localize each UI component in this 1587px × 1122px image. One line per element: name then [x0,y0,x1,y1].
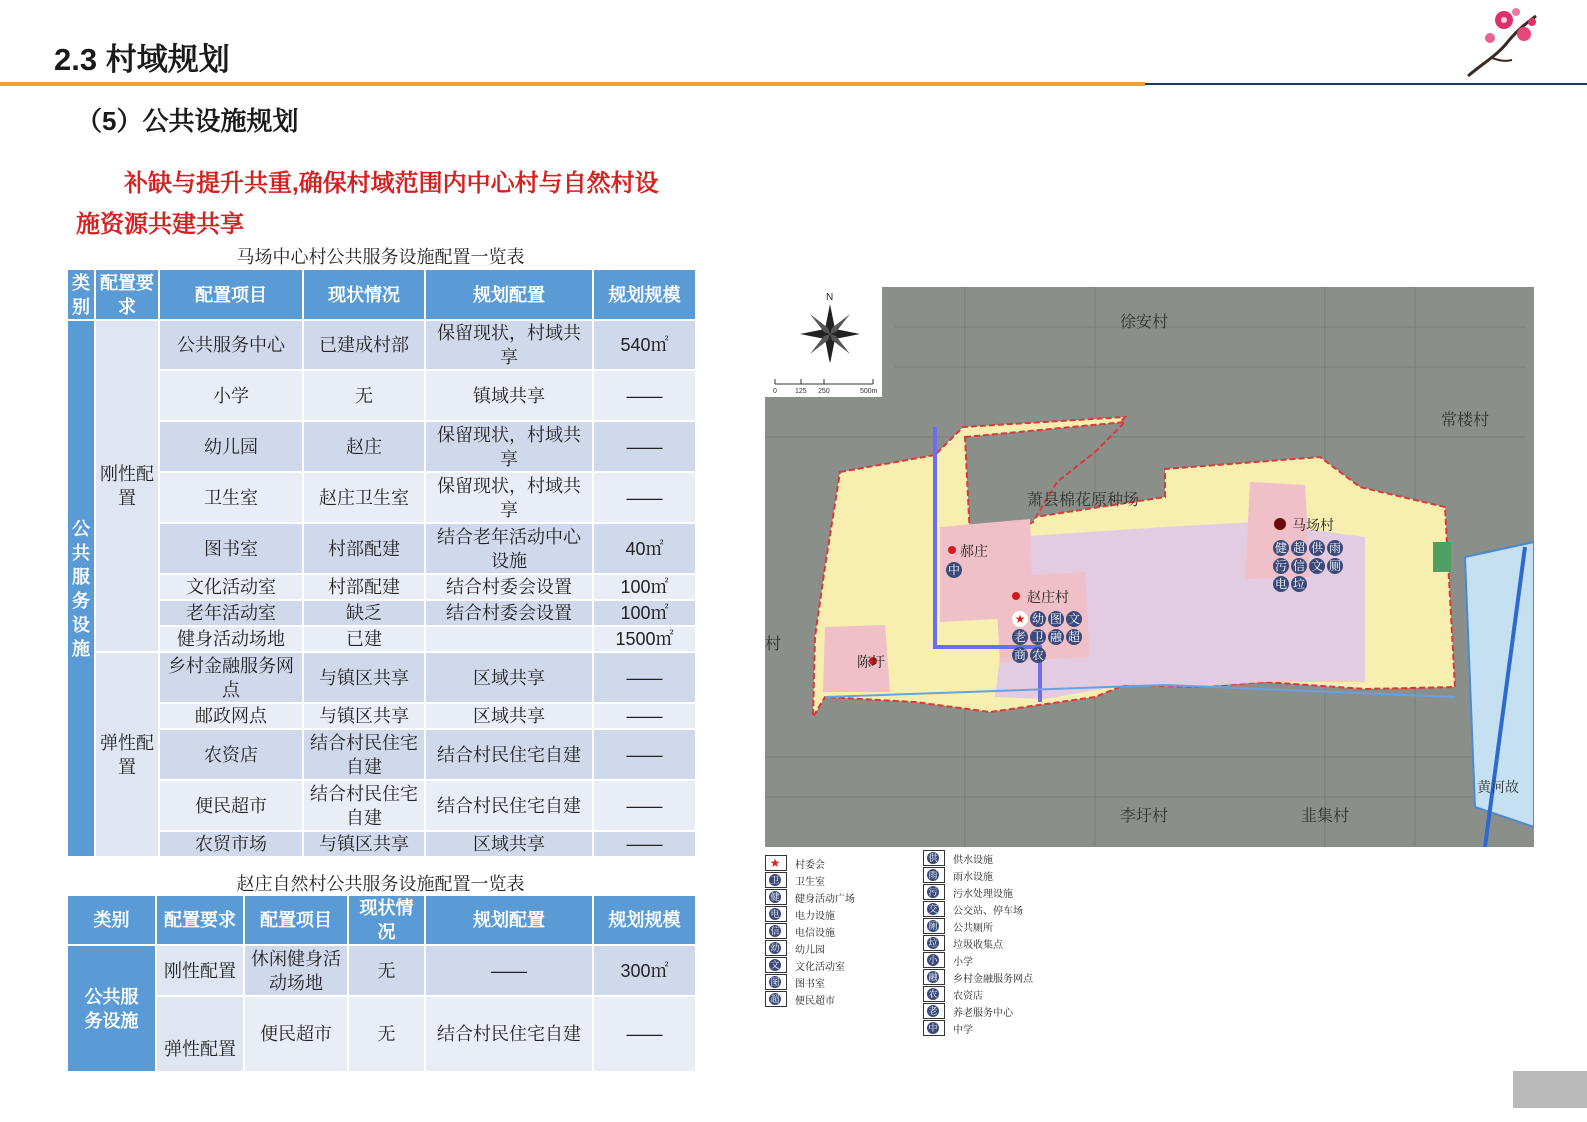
facility-icon: 老 [1013,630,1027,644]
compass-icon [795,290,865,362]
farm-supply-icon: 农 [923,986,945,1002]
table-cell: —— [425,945,593,996]
table2-caption: 赵庄自然村公共服务设施配置一览表 [236,874,525,894]
facility-icon: 供 [1310,541,1324,555]
scale-tick: 125 [795,388,807,395]
facility-icon: 雨 [1328,541,1342,555]
section-title: （5）公共设施规划 [76,106,299,136]
legend-label: 电力设施 [795,911,835,922]
clinic-icon: 卫 [765,872,787,888]
table-cell: 100㎡ [593,574,696,600]
map-label-cun: 村 [765,636,782,653]
table-cell: —— [593,831,696,857]
facility-icon: 文 [1067,612,1081,626]
table-row [67,703,696,729]
table-cell: 保留现状，村域共享 [425,472,593,523]
header-divider-dark [1145,83,1587,85]
facility-icon: 农 [1031,648,1045,662]
table-cell: 休闲健身活动场地 [244,945,348,996]
legend-label: 村委会 [795,860,825,871]
table-cell: 图书室 [159,523,303,574]
table-cell: —— [593,652,696,703]
library-icon: 图 [765,974,787,990]
table-cell: 保留现状，村域共享 [425,421,593,472]
table-cell [425,626,593,652]
facility-icon: 污 [1274,559,1288,573]
toilet-icon: 厕 [923,918,945,934]
table2-header: 规划配置 [425,895,593,945]
table-cell: 保留现状，村域共享 [425,320,593,370]
middle-school-icon: 中 [923,1020,945,1036]
table-cell: 邮政网点 [159,703,303,729]
table-cell: 无 [348,996,425,1072]
village-label-haozhuang: 郝庄 [960,543,988,559]
table1-header: 类别 [67,269,95,320]
village-marker-haozhuang [948,546,956,554]
table-cell: 40㎡ [593,523,696,574]
table-row [67,780,696,831]
table-row [67,523,696,574]
facility-icon: 电 [1274,577,1288,591]
village-label-machang: 马场村 [1292,517,1334,533]
table-cell: 赵庄卫生室 [303,472,425,523]
table-cell: 乡村金融服务网点 [159,652,303,703]
primary-school-icon: 小 [923,952,945,968]
map-label-farm: 萧县棉花原种场 [1027,492,1140,509]
facility-icon: 文 [1310,559,1324,573]
village-marker-zhaozhuang [1012,592,1020,600]
legend-label: 养老服务中心 [953,1008,1013,1019]
table-cell: 缺乏 [303,600,425,626]
map-label-jiuji: 韭集村 [1301,808,1350,825]
table1-group-rigid: 刚性配置 [95,320,159,652]
table-cell: 无 [348,945,425,996]
table-cell: —— [593,421,696,472]
culture-icon: 文 [765,957,787,973]
table-cell: 结合村民住宅自建 [425,780,593,831]
table-cell: 与镇区共享 [303,831,425,857]
table-cell: 结合村民住宅自建 [425,729,593,780]
legend-label: 健身活动广场 [795,894,855,905]
table-cell: 刚性配置 [156,945,244,996]
table-cell: 镇域共享 [425,370,593,421]
table-cell: 村部配建 [303,574,425,600]
table-cell: 弹性配置 [156,996,244,1072]
table-row [67,370,696,421]
table-cell: —— [593,780,696,831]
table1-header: 配置项目 [159,269,303,320]
power-icon: 电 [765,906,787,922]
plum-blossom-icon [1462,4,1542,80]
facility-icon: 图 [1049,612,1063,626]
facility-icon: 融 [1049,630,1063,644]
facility-icon: 超 [1292,541,1306,555]
table-cell: 便民超市 [244,996,348,1072]
table-cell: 卫生室 [159,472,303,523]
table-row [67,729,696,780]
table1-header: 配置要求 [95,269,159,320]
legend-label: 雨水设施 [953,872,993,883]
legend-label: 幼儿园 [795,945,825,956]
map-label-river: 黄河故 [1477,779,1519,795]
facility-icon: 健 [1274,541,1288,555]
table-cell: —— [593,472,696,523]
table-row [67,945,696,996]
table-cell: 1500㎡ [593,626,696,652]
page-number-box [1513,1071,1587,1108]
table1-header: 规划配置 [425,269,593,320]
table-cell: 村部配建 [303,523,425,574]
table2-header: 配置要求 [156,895,244,945]
legend-label: 文化活动室 [795,962,845,973]
page-title: 2.3 村域规划 [54,42,230,77]
village-marker-machang [1274,518,1286,530]
village-label-zhaozhuang: 赵庄村 [1027,589,1069,605]
table2-header: 类别 [67,895,156,945]
legend-label: 农资店 [953,991,983,1002]
table1-header: 规划规模 [593,269,696,320]
table-cell: 农资店 [159,729,303,780]
garbage-icon: 垃 [923,935,945,951]
sewage-icon: 污 [923,884,945,900]
legend-label: 中学 [953,1025,973,1036]
table-cell: 结合村民住宅自建 [303,780,425,831]
facility-icon: 商 [1013,648,1027,662]
legend-label: 污水处理设施 [953,889,1013,900]
table-cell: 幼儿园 [159,421,303,472]
bus-stop-icon: 交 [923,901,945,917]
table2-header: 现状情况 [348,895,425,945]
legend-label: 供水设施 [953,855,993,866]
table-cell: 便民超市 [159,780,303,831]
table2-header: 规划规模 [593,895,696,945]
finance-icon: 融 [923,969,945,985]
table-cell: 300㎡ [593,945,696,996]
table2 [66,894,697,1073]
legend-label: 公共厕所 [953,923,993,934]
table1 [66,268,697,858]
table-row [67,320,696,370]
svg-text:N: N [826,292,834,303]
legend-label: 垃圾收集点 [953,940,1003,951]
legend-label: 公交站、停车场 [953,906,1023,917]
facility-icon: 幼 [1031,612,1045,626]
village-committee-icon: ★ [765,855,787,871]
table-cell: 赵庄 [303,421,425,472]
table-cell: 与镇区共享 [303,652,425,703]
facility-icon: 卫 [1031,630,1045,644]
table-cell: 结合村委会设置 [425,600,593,626]
table-cell: 区域共享 [425,703,593,729]
map-label-xuan: 徐安村 [1120,314,1169,331]
table-cell: 老年活动室 [159,600,303,626]
legend-label: 电信设施 [795,928,835,939]
table-cell: 与镇区共享 [303,703,425,729]
table-cell: 100㎡ [593,600,696,626]
table1-group-flexible: 弹性配置 [95,652,159,857]
facility-icon: 厕 [1328,559,1342,573]
table-cell: 区域共享 [425,652,593,703]
table-cell: 健身活动场地 [159,626,303,652]
table-row [67,574,696,600]
telecom-icon: 信 [765,923,787,939]
table-cell: 文化活动室 [159,574,303,600]
table-cell: 公共服务中心 [159,320,303,370]
map-label-changlou: 常楼村 [1441,412,1490,429]
village-label-chenxu: 陈圩 [857,654,885,670]
legend-label: 图书室 [795,979,825,990]
table-cell: 结合村委会设置 [425,574,593,600]
elderly-care-icon: 老 [923,1003,945,1019]
facility-icon: 中 [947,563,961,577]
water-supply-icon: 供 [923,850,945,866]
table1-category: 公共服务设施 [67,320,95,857]
village-committee-icon: ★ [1014,612,1026,626]
table-row [67,652,696,703]
table-cell: 农贸市场 [159,831,303,857]
table-row [67,996,696,1072]
scale-tick: 500m [860,388,878,395]
table-cell: 结合村民住宅自建 [425,996,593,1072]
table1-caption: 马场中心村公共服务设施配置一览表 [236,247,525,267]
table-cell: 已建成村部 [303,320,425,370]
table-row [67,831,696,857]
facility-icon: 超 [1067,630,1081,644]
legend-label: 便民超市 [795,996,835,1007]
table1-header: 现状情况 [303,269,425,320]
legend-label: 小学 [953,957,973,968]
facility-icon: 信 [1292,559,1306,573]
scale-tick: 0 [773,388,777,395]
table-row [67,421,696,472]
table-row [67,472,696,523]
intro-line-1: 补缺与提升共重,确保村域范围内中心村与自然村设 [124,170,659,197]
table2-category: 公共服务设施 [67,945,156,1072]
facility-icon: 垃 [1292,577,1306,591]
map-label-lixu: 李圩村 [1120,808,1169,825]
table2-header: 配置项目 [244,895,348,945]
legend-label: 乡村金融服务网点 [953,974,1033,985]
kindergarten-icon: 幼 [765,940,787,956]
table-cell: 540㎡ [593,320,696,370]
scale-tick: 250 [818,388,830,395]
supermarket-icon: 超 [765,991,787,1007]
table-cell: —— [593,703,696,729]
rainwater-icon: 雨 [923,867,945,883]
fitness-icon: 健 [765,889,787,905]
table-cell: 区域共享 [425,831,593,857]
table-cell: —— [593,996,696,1072]
table-cell: —— [593,370,696,421]
table-row [67,626,696,652]
table-cell: 已建 [303,626,425,652]
header-divider [0,82,1145,86]
table-row [67,600,696,626]
table-cell: 无 [303,370,425,421]
legend-label: 卫生室 [795,877,825,888]
table-cell: 小学 [159,370,303,421]
table-cell: 结合村民住宅自建 [303,729,425,780]
land-use-map [765,287,1534,847]
table-cell: —— [593,729,696,780]
intro-line-2: 施资源共建共享 [76,211,244,238]
table-cell: 结合老年活动中心设施 [425,523,593,574]
